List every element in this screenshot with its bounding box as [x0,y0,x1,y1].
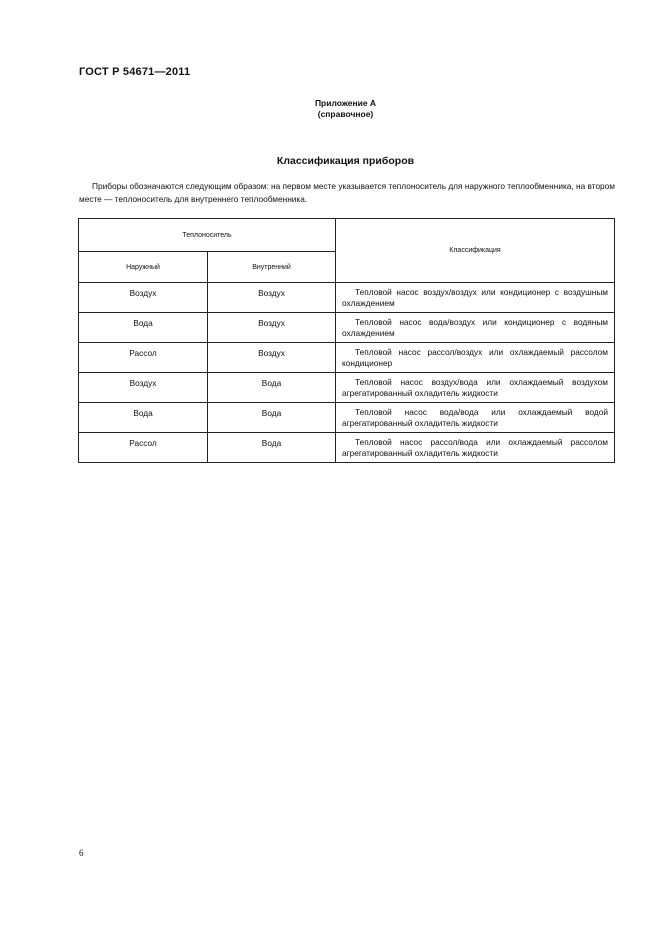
classification-table [78,218,615,463]
section-title: Классификация приборов [276,155,415,167]
cell-outer: Воздух [79,373,208,403]
cell-classification: Тепловой насос вода/вода или охлаждаемый водой агрегатированный охладитель жидкости [336,403,615,433]
cell-inner: Вода [208,373,336,403]
table-row [79,403,615,433]
header-classification: Классификация [336,219,615,283]
cell-inner: Вода [208,433,336,463]
intro-paragraph: Приборы обозначаются следующим образом: на первом месте указывается теплоноситель для наружного теплообменника, на втором месте — теплоноситель для внутреннего теплообменника. [79,181,615,204]
cell-classification: Тепловой насос воздух/вода или охлаждаемый воздухом агрегатированный охладитель жидкости [336,373,615,403]
cell-classification: Тепловой насос вода/воздух или кондиционер с водяным охлаждением [336,313,615,343]
appendix-title: Приложение А [314,98,377,108]
cell-classification: Тепловой насос рассол/вода или охлаждаемый рассолом агрегатированный охладитель жидкости [336,433,615,463]
cell-inner: Вода [208,403,336,433]
cell-outer: Вода [79,403,208,433]
page-number: 6 [79,848,84,858]
cell-inner: Воздух [208,283,336,313]
cell-inner: Воздух [208,313,336,343]
cell-classification: Тепловой насос воздух/воздух или кондиционер с воздушным охлаждением [336,283,615,313]
table-row [79,373,615,403]
cell-inner: Воздух [208,343,336,373]
table-row [79,313,615,343]
cell-outer: Рассол [79,433,208,463]
table-row [79,343,615,373]
cell-outer: Вода [79,313,208,343]
appendix-subtitle: (справочное) [317,109,374,119]
table-row [79,283,615,313]
cell-classification: Тепловой насос рассол/воздух или охлаждаемый рассолом кондиционер [336,343,615,373]
cell-outer: Воздух [79,283,208,313]
document-header: ГОСТ Р 54671—2011 [79,66,191,78]
header-outer: Наружный [79,252,208,283]
table-row [79,433,615,463]
header-heat-carrier: Теплоноситель [79,219,336,252]
header-inner: Внутренний [208,252,336,283]
cell-outer: Рассол [79,343,208,373]
appendix-heading [0,98,661,120]
